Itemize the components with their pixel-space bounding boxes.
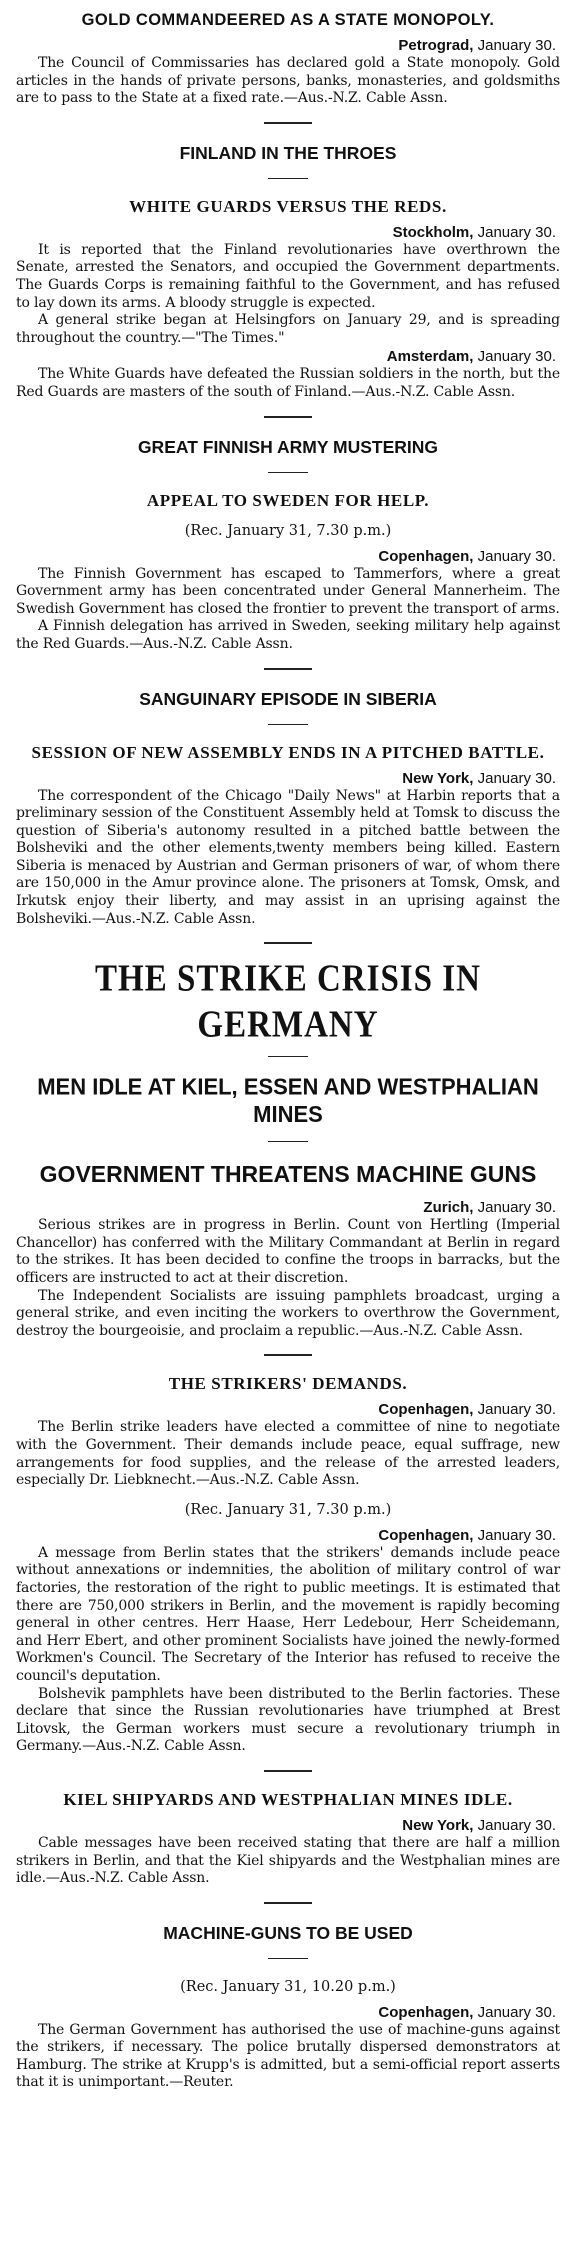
dateline-place: Copenhagen, <box>378 1526 474 1544</box>
headline: GREAT FINNISH ARMY MUSTERING <box>137 436 439 457</box>
sub-divider <box>268 178 308 179</box>
paragraph: The White Guards have defeated the Russian soldiers in the north, but the Red Guards are masters of the south of Finland.—Aus.-N.Z. Cable Assn. <box>16 366 560 400</box>
paragraph: Bolshevik pamphlets have been distributed to the Berlin factories. These declare that since the Russian revolutionaries have triumphed at Brest Litovsk, the German workers must secure a revolutionary triumph in Germany.—Aus.-N.Z. Cable Assn. <box>16 1685 560 1755</box>
dateline-date: January 30. <box>477 547 556 565</box>
subheadline: THE STRIKERS' DEMANDS. <box>168 1374 408 1394</box>
divider <box>264 1902 312 1904</box>
subheadline: SESSION OF NEW ASSEMBLY ENDS IN A PITCHED BATTLE. <box>31 742 545 762</box>
article-strike-crisis <box>16 958 560 1340</box>
headline: GOLD COMMANDEERED AS A STATE MONOPOLY. <box>81 11 495 29</box>
sub-divider <box>268 724 308 725</box>
received-note: (Rec. January 31, 10.20 p.m.) <box>180 1978 396 1995</box>
dateline-place: Copenhagen, <box>378 2003 474 2021</box>
article-kiel-shipyards <box>16 1790 560 1888</box>
article-machine-guns <box>16 1922 560 2092</box>
article-siberia <box>16 688 560 929</box>
paragraph: A message from Berlin states that the strikers' demands include peace without annexations or indemnities, the abolition of military control of war factories, the restoration of the right to public meetings. It is estimated that there are 750,000 strikers in Berlin, and the movement is rapidly becoming general in other centres. Herr Haase, Herr Ledebour, Herr Scheidemann, and Herr Ebert, and other prominent Socialists have joined the newly-formed Workmen's Council. The Secretary of the Interior has refused to receive the council's deputation. <box>16 1544 560 1684</box>
dateline-place: Copenhagen, <box>378 547 474 565</box>
headline: MEN IDLE AT KIEL, ESSEN AND WESTPHALIAN MINES <box>37 1073 539 1128</box>
article-finland <box>16 142 560 402</box>
dateline-date: January 30. <box>477 37 556 54</box>
paragraph: The Council of Commissaries has declared gold a State monopoly. Gold articles in the hands of private persons, banks, monasteries, and goldsmiths are to pass to the State at a fixed rate.—Aus.-N.Z. Cable Assn. <box>16 55 560 107</box>
dateline <box>16 347 560 366</box>
dateline-place: Zurich, <box>423 1199 474 1217</box>
paragraph: It is reported that the Finland revolutionaries have overthrown the Senate, arrested the Senators, and occupied the Government departments. The Guards Corps is remaining faithful to the Government, and has refused to lay down its arms. A bloody struggle is expected. <box>16 241 560 311</box>
subheadline: WHITE GUARDS VERSUS THE REDS. <box>129 196 447 216</box>
dateline-date: January 30. <box>477 1401 556 1419</box>
dateline-place: Amsterdam, <box>386 348 474 366</box>
paragraph: The Finnish Government has escaped to Tammerfors, where a great Government army has been concentrated under General Mannerheim. The Swedish Government has closed the frontier to prevent the transport of arms. <box>16 565 560 617</box>
dateline <box>16 1198 560 1217</box>
dateline-place: Copenhagen, <box>378 1401 474 1419</box>
dateline-place: New York, <box>402 1816 474 1834</box>
dateline-date: January 30. <box>477 2003 556 2021</box>
paragraph: Serious strikes are in progress in Berlin. Count von Hertling (Imperial Chancellor) has conferred with the Military Commandant at Berlin in regard to the strikes. It has been decided to confine the troops in barracks, but the officers are instructed to act at their discretion. <box>16 1217 560 1287</box>
sub-divider <box>268 1056 308 1057</box>
dateline <box>16 1526 560 1545</box>
dateline <box>16 1400 560 1419</box>
headline: SANGUINARY EPISODE IN SIBERIA <box>139 688 437 709</box>
received-note: (Rec. January 31, 7.30 p.m.) <box>184 1501 392 1518</box>
dateline-date: January 30. <box>477 223 556 241</box>
subheadline: KIEL SHIPYARDS AND WESTPHALIAN MINES IDLE. <box>63 1789 513 1809</box>
paragraph: The German Government has authorised the use of machine-guns against the strikers, if necessary. The police brutally dispersed demonstrators at Hamburg. The strike at Krupp's is admitted, but a semi-official report asserts that it is unimportant.—Reuter. <box>16 2021 560 2091</box>
divider <box>264 942 312 944</box>
article-finnish-army <box>16 436 560 654</box>
dateline-place: Petrograd, <box>398 37 474 54</box>
dateline-place: Stockholm, <box>392 223 474 241</box>
headline: MACHINE-GUNS TO BE USED <box>163 1922 413 1943</box>
received-note: (Rec. January 31, 7.30 p.m.) <box>184 522 392 539</box>
sub-divider <box>268 472 308 473</box>
divider <box>264 122 312 124</box>
paragraph: The correspondent of the Chicago "Daily News" at Harbin reports that a preliminary session of the Constituent Assembly held at Tomsk to discuss the question of Siberia's autonomy resulted in a pitched battle between the Bolsheviki and the other elements,twenty members being killed. Eastern Siberia is menaced by Austrian and German prisoners of war, of whom there are 150,000 in the Amur province alone. The prisoners at Tomsk, Omsk, and Irkutsk enjoy their liberty, and may assist in an uprising against the Bolsheviki.—Aus.-N.Z. Cable Assn. <box>16 787 560 927</box>
paragraph: A general strike began at Helsingfors on January 29, and is spreading throughout the country.—"The Times." <box>16 312 560 346</box>
dateline-date: January 30. <box>477 769 556 787</box>
divider <box>264 668 312 670</box>
dateline <box>16 547 560 566</box>
sub-divider <box>268 1958 308 1959</box>
dateline <box>16 769 560 788</box>
main-headline: THE STRIKE CRISIS IN GERMANY <box>95 958 481 1046</box>
divider <box>264 1770 312 1772</box>
divider <box>264 416 312 418</box>
article-strikers-demands <box>16 1374 560 1756</box>
paragraph: A Finnish delegation has arrived in Sweden, seeking military help against the Red Guards.—Aus.-N.Z. Cable Assn. <box>16 618 560 652</box>
paragraph: Cable messages have been received stating that there are half a million strikers in Berlin, and that the Kiel shipyards and the Westphalian mines are idle.—Aus.-N.Z. Cable Assn. <box>16 1834 560 1887</box>
dateline <box>16 2003 560 2022</box>
headline: FINLAND IN THE THROES <box>179 142 397 163</box>
subheadline: APPEAL TO SWEDEN FOR HELP. <box>146 490 430 510</box>
dateline-place: New York, <box>402 769 474 787</box>
article-gold-monopoly <box>16 10 560 108</box>
dateline-date: January 30. <box>477 1816 556 1834</box>
dateline <box>16 36 560 55</box>
dateline <box>16 223 560 242</box>
dateline-date: January 30. <box>477 1199 556 1217</box>
dateline-date: January 30. <box>477 1526 556 1544</box>
dateline <box>16 1816 560 1835</box>
headline: GOVERNMENT THREATENS MACHINE GUNS <box>39 1161 537 1188</box>
paragraph: The Berlin strike leaders have elected a committee of nine to negotiate with the Government. Their demands include peace, equal suffrage, new arrangements for food supplies, and the release of the arrested leaders, especially Dr. Liebknecht.—Aus.-N.Z. Cable Assn. <box>16 1419 560 1489</box>
divider <box>264 1354 312 1356</box>
paragraph: The Independent Socialists are issuing pamphlets broadcast, urging a general strike, and even inciting the workers to overthrow the Government, destroy the bourgeoisie, and proclaim a republic.—Aus.-N.Z. Cable Assn. <box>16 1287 560 1339</box>
sub-divider <box>268 1141 308 1142</box>
dateline-date: January 30. <box>477 348 556 366</box>
